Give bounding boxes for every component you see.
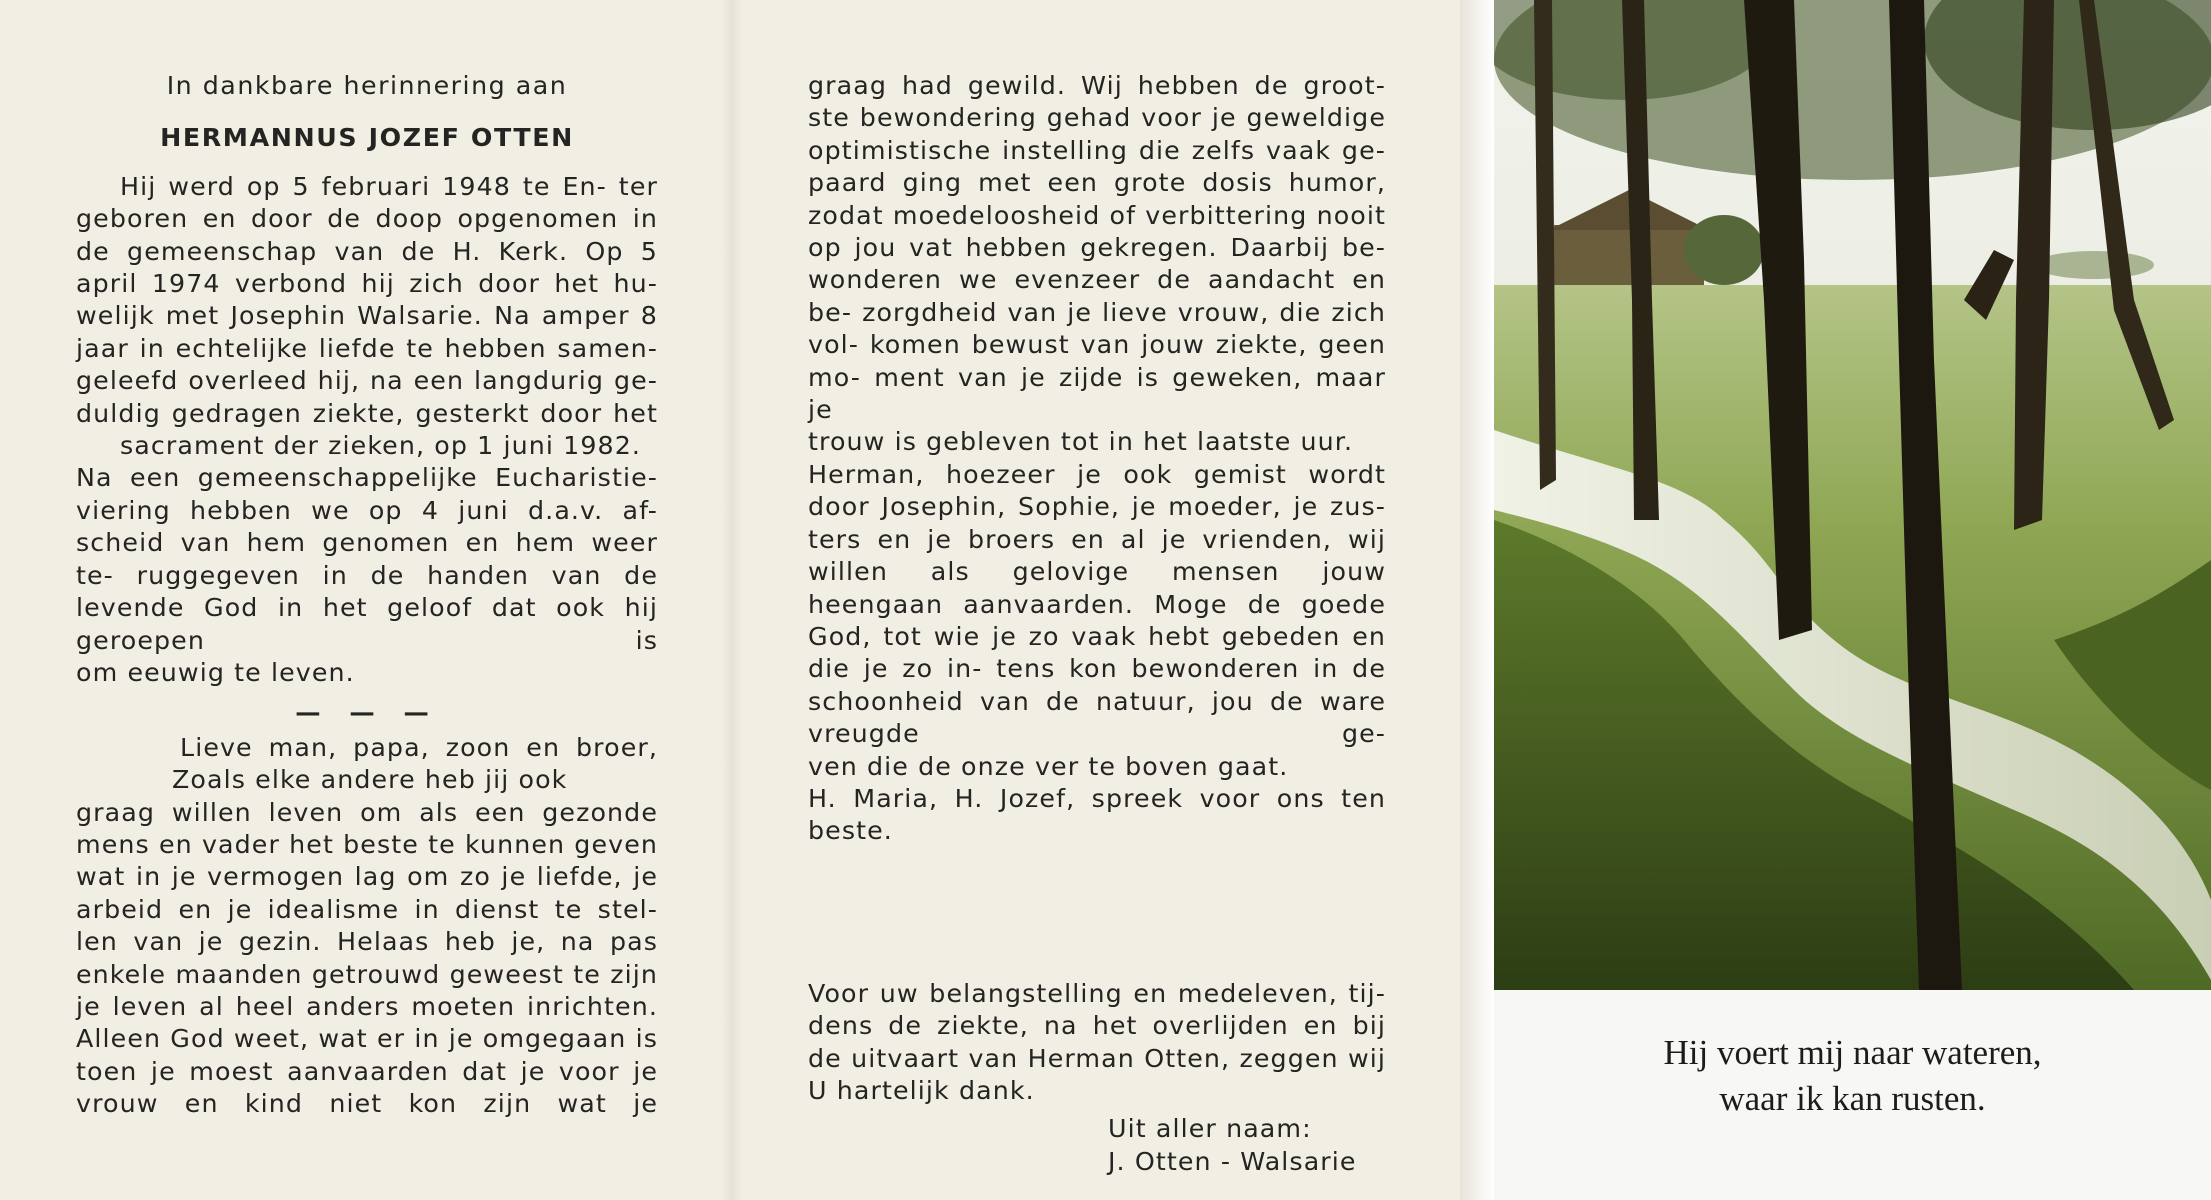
bio-line: jaar in echtelijke liefde te hebben samen- [76, 333, 658, 363]
bio-line: Na een gemeenschappelijke Eucharistie- [76, 463, 658, 493]
bio-line: 5 april 1974 verbond hij zich door het hu- [76, 236, 658, 299]
letter-line: wonderen we evenzeer de aandacht en be- [808, 265, 1386, 327]
card-edge-shadow [1460, 0, 1494, 1200]
bio-line: viering hebben we op 4 juni d.a.v. af- [76, 495, 658, 525]
letter-line: door Josephin, Sophie, je moeder, je zus- [808, 492, 1386, 522]
bio-line: ruggegeven in de handen van de levende [76, 560, 658, 623]
address-line: Lieve man, papa, zoon en broer, [180, 732, 658, 762]
caption-line: Hij voert mij naar wateren, [1663, 1033, 2042, 1072]
letter-line: len van je gezin. Helaas heb je, na pas [76, 927, 658, 957]
letter-line: ste bewondering gehad voor je geweldige [808, 103, 1386, 133]
letter-line: ven die de onze ver te boven gaat. [808, 751, 1289, 781]
landscape-photo [1494, 0, 2211, 990]
letter-paragraph [76, 797, 658, 1121]
letter-line: ment van je zijde is geweken, maar je [808, 362, 1386, 425]
signature-label: Uit aller naam: [1108, 1114, 1312, 1144]
letter-line: is toen je moest aanvaarden dat je voor [76, 1024, 658, 1086]
thanks-line: Voor uw belangstelling en medeleven, tij- [808, 978, 1386, 1008]
letter-line: willen als gelovige mensen jouw heengaan [808, 557, 1386, 619]
biography-paragraph-2 [76, 462, 658, 689]
letter-line: wat in je vermogen lag om zo je liefde, [76, 862, 623, 892]
letter-line: graag had gewild. Wij hebben de groot- [808, 71, 1386, 100]
letter-line: je leven al heel anders moeten inrichten. [76, 991, 658, 1021]
bio-line: God in het geloof dat ook hij geroepen is [76, 593, 658, 655]
thanks-line: U hartelijk dank. [808, 1075, 1035, 1105]
bio-line: scheid van hem genomen en hem weer te- [76, 528, 658, 590]
spacer [808, 848, 1386, 978]
right-page [1494, 0, 2211, 1200]
separator: — — — [295, 698, 439, 728]
thanks-line: dens de ziekte, na het overlijden en bij [808, 1011, 1386, 1041]
address-lines [76, 764, 658, 796]
bio-line: duldig gedragen ziekte, gesterkt door het [76, 398, 658, 428]
address-lines [76, 732, 658, 764]
letter-line: je zo vaak hebt gebeden en die je zo in- [808, 621, 1386, 684]
letter-line: optimistische instelling die zelfs vaak ge- [808, 135, 1386, 165]
bio-line: ter geboren en door de doop opgenomen [76, 171, 658, 234]
bio-line: sacrament der zieken, op 1 juni 1982. [120, 431, 642, 461]
middle-page [808, 70, 1386, 1178]
letter-line: van de natuur, jou de ware vreugde ge- [808, 686, 1386, 749]
bio-line: Hij werd op 5 februari 1948 te En- [120, 171, 607, 201]
letter-line: Herman, hoezeer je ook gemist wordt [808, 459, 1386, 489]
photo-caption [1494, 1030, 2211, 1122]
letter-line: komen bewust van jouw ziekte, geen mo- [808, 330, 1386, 392]
letter-line: paard ging met een grote dosis humor, [808, 168, 1386, 198]
letter-line: aanvaarden. Moge de goede God, tot wie [808, 589, 1386, 651]
letter-line: op jou vat hebben gekregen. Daarbij be- [808, 233, 1386, 263]
thanks-paragraph [808, 978, 1386, 1108]
letter-line: tens kon bewonderen in de schoonheid [808, 654, 1387, 716]
card-fold [722, 0, 742, 1200]
letter-line: je arbeid en je idealisme in dienst te stel- [76, 862, 658, 924]
letter-line: mens en vader het beste te kunnen geven [76, 829, 658, 859]
caption-line: waar ik kan rusten. [1719, 1079, 1986, 1118]
biography-paragraph [76, 171, 658, 463]
letter-line: trouw is gebleven tot in het laatste uur. [808, 427, 1354, 457]
bio-line: om eeuwig te leven. [76, 657, 355, 687]
letter-line: graag willen leven om als een gezonde [76, 797, 658, 827]
thanks-line: de uitvaart van Herman Otten, zeggen wij [808, 1043, 1386, 1073]
bio-line: in de gemeenschap van de H. Kerk. Op [76, 204, 658, 266]
letter-continuation [808, 70, 1386, 459]
letter-line: zorgdheid van je lieve vrouw, die zich vol- [808, 297, 1386, 360]
prayer-line: H. Maria, H. Jozef, spreek voor ons ten [808, 783, 1386, 813]
letter-line: zodat moedeloosheid of verbittering nooit [808, 200, 1386, 230]
letter-line: ters en je broers en al je vrienden, wij [808, 524, 1386, 554]
intro-line: In dankbare herinnering aan [166, 71, 568, 100]
deceased-name: HERMANNUS JOZEF OTTEN [160, 123, 574, 153]
bio-line: geleefd overleed hij, na een langdurig ge- [76, 366, 658, 396]
letter-line: Alleen God weet, wat er in je omgegaan [76, 1024, 627, 1054]
signature-name: J. Otten - Walsarie [1108, 1146, 1357, 1176]
address-line: Zoals elke andere heb jij ook [172, 765, 568, 795]
letter-line: enkele maanden getrouwd geweest te zijn [76, 959, 658, 989]
prayer [808, 783, 1386, 848]
left-page [76, 70, 658, 1121]
prayer-line: beste. [808, 816, 893, 846]
letter-paragraph-herman [808, 459, 1386, 783]
bio-line: welijk met Josephin Walsarie. Na amper 8 [76, 301, 658, 331]
letter-line: je vrouw en kind niet kon zijn wat je [76, 1056, 658, 1119]
